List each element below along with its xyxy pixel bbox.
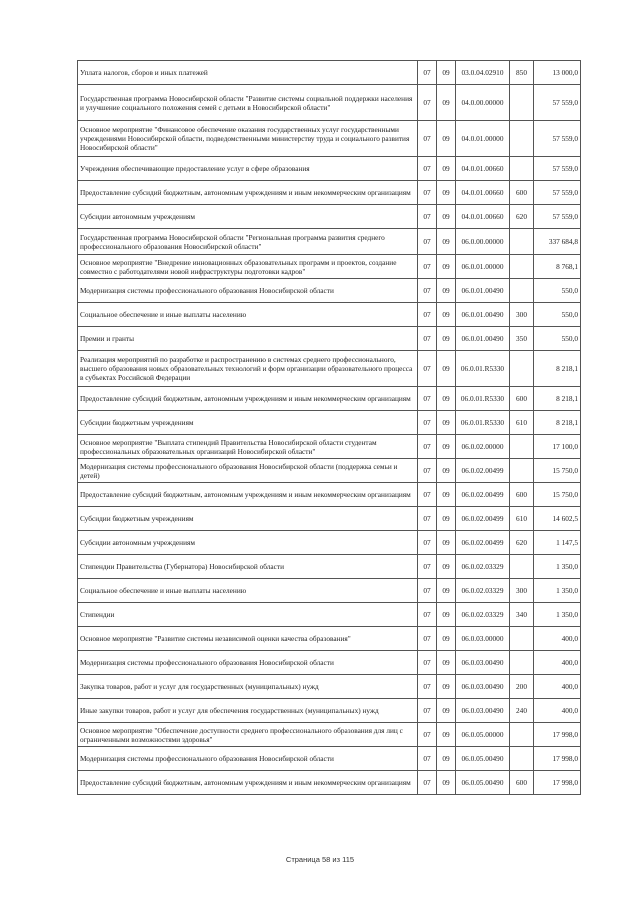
cell-pr: 09: [437, 723, 456, 747]
cell-sum: 13 000,0: [534, 61, 581, 85]
cell-sum: 57 559,0: [534, 157, 581, 181]
cell-vr: [510, 723, 534, 747]
cell-cs: 04.0.00.00000: [456, 85, 510, 121]
cell-sum: 17 998,0: [534, 771, 581, 795]
cell-pr: 09: [437, 699, 456, 723]
cell-cs: 06.0.01.00000: [456, 255, 510, 279]
cell-vr: 620: [510, 205, 534, 229]
table-row: [78, 303, 581, 327]
cell-rz: 07: [418, 255, 437, 279]
table-row: [78, 181, 581, 205]
cell-name: Субсидии автономным учреждениям: [78, 205, 418, 229]
cell-rz: 07: [418, 411, 437, 435]
table-row: [78, 85, 581, 121]
table-row: [78, 675, 581, 699]
cell-vr: 610: [510, 411, 534, 435]
cell-name: Стипендии Правительства (Губернатора) Новосибирской области: [78, 555, 418, 579]
cell-name: Уплата налогов, сборов и иных платежей: [78, 61, 418, 85]
cell-pr: 09: [437, 327, 456, 351]
cell-rz: 07: [418, 181, 437, 205]
cell-vr: 600: [510, 771, 534, 795]
table-row: [78, 483, 581, 507]
cell-vr: 300: [510, 579, 534, 603]
cell-sum: 15 750,0: [534, 483, 581, 507]
table-row: [78, 255, 581, 279]
cell-cs: 04.0.01.00660: [456, 205, 510, 229]
cell-rz: 07: [418, 747, 437, 771]
cell-pr: 09: [437, 435, 456, 459]
cell-name: Стипендии: [78, 603, 418, 627]
cell-rz: 07: [418, 459, 437, 483]
cell-name: Предоставление субсидий бюджетным, автономным учреждениям и иным некоммерческим организациям: [78, 181, 418, 205]
cell-name: Основное мероприятие "Развитие системы независимой оценки качества образования": [78, 627, 418, 651]
cell-sum: 1 147,5: [534, 531, 581, 555]
table-row: [78, 507, 581, 531]
cell-vr: 240: [510, 699, 534, 723]
table-row: [78, 205, 581, 229]
cell-name: Социальное обеспечение и иные выплаты населению: [78, 579, 418, 603]
cell-pr: 09: [437, 483, 456, 507]
page-number: Страница 58 из 115: [285, 855, 355, 864]
cell-pr: 09: [437, 627, 456, 651]
cell-sum: 17 998,0: [534, 747, 581, 771]
cell-name: Реализация мероприятий по разработке и распространению в системах среднего профессионального, высшего образования новых образовательных технологий и форм организации образовательного процесса в субъектах Российской Федерации: [78, 351, 418, 387]
cell-name: Модернизация системы профессионального образования Новосибирской области: [78, 651, 418, 675]
cell-cs: 06.0.02.00499: [456, 507, 510, 531]
cell-name: Основное мероприятие "Выплата стипендий Правительства Новосибирской области студентам профессиональных образовательных организаций Новосибирской области": [78, 435, 418, 459]
cell-vr: 200: [510, 675, 534, 699]
cell-cs: 06.0.02.03329: [456, 579, 510, 603]
cell-rz: 07: [418, 303, 437, 327]
cell-vr: [510, 157, 534, 181]
cell-vr: 600: [510, 483, 534, 507]
cell-name: Субсидии бюджетным учреждениям: [78, 411, 418, 435]
cell-name: Государственная программа Новосибирской области "Региональная программа развития среднего профессионального образования Новосибирской области": [78, 229, 418, 255]
cell-rz: 07: [418, 157, 437, 181]
cell-rz: 07: [418, 723, 437, 747]
cell-pr: 09: [437, 157, 456, 181]
cell-pr: 09: [437, 229, 456, 255]
cell-cs: 06.0.00.00000: [456, 229, 510, 255]
table-row: [78, 627, 581, 651]
cell-rz: 07: [418, 387, 437, 411]
cell-vr: 620: [510, 531, 534, 555]
cell-pr: 09: [437, 61, 456, 85]
cell-pr: 09: [437, 387, 456, 411]
table-row: [78, 651, 581, 675]
cell-sum: 1 350,0: [534, 555, 581, 579]
cell-sum: 400,0: [534, 699, 581, 723]
cell-cs: 06.0.02.00499: [456, 459, 510, 483]
table-row: [78, 435, 581, 459]
cell-sum: 8 218,1: [534, 387, 581, 411]
cell-cs: 06.0.03.00490: [456, 651, 510, 675]
cell-vr: [510, 459, 534, 483]
cell-cs: 06.0.01.00490: [456, 279, 510, 303]
cell-rz: 07: [418, 603, 437, 627]
cell-rz: 07: [418, 121, 437, 157]
cell-name: Основное мероприятие "Финансовое обеспечение оказания государственных услуг государственными учреждениями Новосибирской области, подведомственными министерству труда и социального развития Новосибирской области": [78, 121, 418, 157]
cell-sum: 8 768,1: [534, 255, 581, 279]
cell-sum: 57 559,0: [534, 205, 581, 229]
budget-table-body: [78, 61, 581, 795]
cell-pr: 09: [437, 351, 456, 387]
cell-rz: 07: [418, 435, 437, 459]
cell-rz: 07: [418, 327, 437, 351]
cell-vr: 850: [510, 61, 534, 85]
cell-name: Модернизация системы профессионального образования Новосибирской области: [78, 279, 418, 303]
cell-name: Предоставление субсидий бюджетным, автономным учреждениям и иным некоммерческим организациям: [78, 387, 418, 411]
cell-cs: 06.0.05.00490: [456, 747, 510, 771]
cell-pr: 09: [437, 675, 456, 699]
cell-pr: 09: [437, 507, 456, 531]
cell-name: Основное мероприятие "Обеспечение доступности среднего профессионального образования для лиц с ограниченными возможностями здоровья": [78, 723, 418, 747]
cell-vr: [510, 555, 534, 579]
cell-cs: 06.0.01.00490: [456, 327, 510, 351]
cell-cs: 04.0.01.00660: [456, 157, 510, 181]
cell-pr: 09: [437, 255, 456, 279]
cell-cs: 06.0.01.00490: [456, 303, 510, 327]
cell-pr: 09: [437, 121, 456, 157]
table-row: [78, 61, 581, 85]
cell-cs: 06.0.01.R5330: [456, 411, 510, 435]
cell-sum: 400,0: [534, 627, 581, 651]
cell-cs: 06.0.02.03329: [456, 555, 510, 579]
cell-pr: 09: [437, 411, 456, 435]
table-row: [78, 459, 581, 483]
cell-name: Модернизация системы профессионального образования Новосибирской области (поддержка семьи и детей): [78, 459, 418, 483]
cell-sum: 550,0: [534, 303, 581, 327]
cell-vr: [510, 255, 534, 279]
cell-rz: 07: [418, 699, 437, 723]
cell-cs: 04.0.01.00660: [456, 181, 510, 205]
cell-rz: 07: [418, 85, 437, 121]
cell-name: Закупка товаров, работ и услуг для государственных (муниципальных) нужд: [78, 675, 418, 699]
cell-rz: 07: [418, 675, 437, 699]
table-row: [78, 157, 581, 181]
table-row: [78, 229, 581, 255]
cell-sum: 1 350,0: [534, 603, 581, 627]
cell-sum: 17 998,0: [534, 723, 581, 747]
cell-vr: 340: [510, 603, 534, 627]
cell-name: Иные закупки товаров, работ и услуг для обеспечения государственных (муниципальных) нужд: [78, 699, 418, 723]
cell-cs: 06.0.03.00490: [456, 675, 510, 699]
cell-name: Основное мероприятие "Внедрение инновационных образовательных программ и проектов, создание совместно с работодателями новой инфраструктуры подготовки кадров": [78, 255, 418, 279]
table-row: [78, 327, 581, 351]
cell-cs: 06.0.02.00499: [456, 483, 510, 507]
cell-cs: 06.0.03.00000: [456, 627, 510, 651]
cell-cs: 06.0.05.00490: [456, 771, 510, 795]
cell-rz: 07: [418, 279, 437, 303]
cell-sum: 57 559,0: [534, 85, 581, 121]
cell-rz: 07: [418, 651, 437, 675]
cell-sum: 15 750,0: [534, 459, 581, 483]
cell-pr: 09: [437, 459, 456, 483]
cell-rz: 07: [418, 531, 437, 555]
cell-sum: 1 350,0: [534, 579, 581, 603]
cell-name: Государственная программа Новосибирской области "Развитие системы социальной поддержки населения и улучшение социального положения семей с детьми в Новосибирской области": [78, 85, 418, 121]
cell-cs: 06.0.05.00000: [456, 723, 510, 747]
cell-name: Предоставление субсидий бюджетным, автономным учреждениям и иным некоммерческим организациям: [78, 483, 418, 507]
cell-sum: 57 559,0: [534, 121, 581, 157]
cell-pr: 09: [437, 531, 456, 555]
cell-rz: 07: [418, 205, 437, 229]
cell-sum: 337 684,8: [534, 229, 581, 255]
cell-pr: 09: [437, 85, 456, 121]
budget-table: [77, 60, 581, 795]
cell-cs: 06.0.01.R5330: [456, 387, 510, 411]
cell-pr: 09: [437, 555, 456, 579]
cell-cs: 06.0.02.00499: [456, 531, 510, 555]
cell-name: Социальное обеспечение и иные выплаты населению: [78, 303, 418, 327]
cell-rz: 07: [418, 627, 437, 651]
cell-rz: 07: [418, 229, 437, 255]
cell-vr: 350: [510, 327, 534, 351]
cell-cs: 06.0.03.00490: [456, 699, 510, 723]
cell-sum: 17 100,0: [534, 435, 581, 459]
table-row: [78, 279, 581, 303]
cell-vr: [510, 85, 534, 121]
cell-name: Субсидии автономным учреждениям: [78, 531, 418, 555]
cell-cs: 04.0.01.00000: [456, 121, 510, 157]
cell-name: Премии и гранты: [78, 327, 418, 351]
cell-sum: 550,0: [534, 279, 581, 303]
cell-vr: [510, 279, 534, 303]
table-row: [78, 387, 581, 411]
cell-cs: 06.0.01.R5330: [456, 351, 510, 387]
cell-sum: 14 602,5: [534, 507, 581, 531]
cell-rz: 07: [418, 579, 437, 603]
cell-name: Предоставление субсидий бюджетным, автономным учреждениям и иным некоммерческим организациям: [78, 771, 418, 795]
table-row: [78, 555, 581, 579]
table-row: [78, 351, 581, 387]
cell-rz: 07: [418, 507, 437, 531]
cell-rz: 07: [418, 351, 437, 387]
cell-vr: [510, 351, 534, 387]
cell-pr: 09: [437, 205, 456, 229]
cell-vr: [510, 747, 534, 771]
cell-vr: [510, 627, 534, 651]
cell-vr: 600: [510, 387, 534, 411]
cell-rz: 07: [418, 483, 437, 507]
cell-cs: 06.0.02.03329: [456, 603, 510, 627]
cell-sum: 8 218,1: [534, 411, 581, 435]
table-row: [78, 411, 581, 435]
cell-pr: 09: [437, 181, 456, 205]
cell-sum: 57 559,0: [534, 181, 581, 205]
cell-vr: [510, 651, 534, 675]
cell-cs: 03.0.04.02910: [456, 61, 510, 85]
cell-rz: 07: [418, 61, 437, 85]
cell-rz: 07: [418, 771, 437, 795]
cell-sum: 400,0: [534, 651, 581, 675]
cell-vr: [510, 121, 534, 157]
table-row: [78, 771, 581, 795]
cell-rz: 07: [418, 555, 437, 579]
cell-vr: 600: [510, 181, 534, 205]
table-row: [78, 531, 581, 555]
cell-pr: 09: [437, 303, 456, 327]
table-row: [78, 121, 581, 157]
cell-pr: 09: [437, 603, 456, 627]
table-row: [78, 603, 581, 627]
cell-vr: [510, 435, 534, 459]
cell-name: Субсидии бюджетным учреждениям: [78, 507, 418, 531]
cell-pr: 09: [437, 747, 456, 771]
cell-name: Модернизация системы профессионального образования Новосибирской области: [78, 747, 418, 771]
cell-pr: 09: [437, 651, 456, 675]
cell-pr: 09: [437, 279, 456, 303]
cell-cs: 06.0.02.00000: [456, 435, 510, 459]
cell-vr: 610: [510, 507, 534, 531]
cell-sum: 550,0: [534, 327, 581, 351]
cell-pr: 09: [437, 579, 456, 603]
table-row: [78, 699, 581, 723]
cell-sum: 8 218,1: [534, 351, 581, 387]
cell-name: Учреждения обеспечивающие предоставление услуг в сфере образования: [78, 157, 418, 181]
table-row: [78, 579, 581, 603]
cell-vr: 300: [510, 303, 534, 327]
table-row: [78, 747, 581, 771]
cell-sum: 400,0: [534, 675, 581, 699]
cell-pr: 09: [437, 771, 456, 795]
table-row: [78, 723, 581, 747]
cell-vr: [510, 229, 534, 255]
